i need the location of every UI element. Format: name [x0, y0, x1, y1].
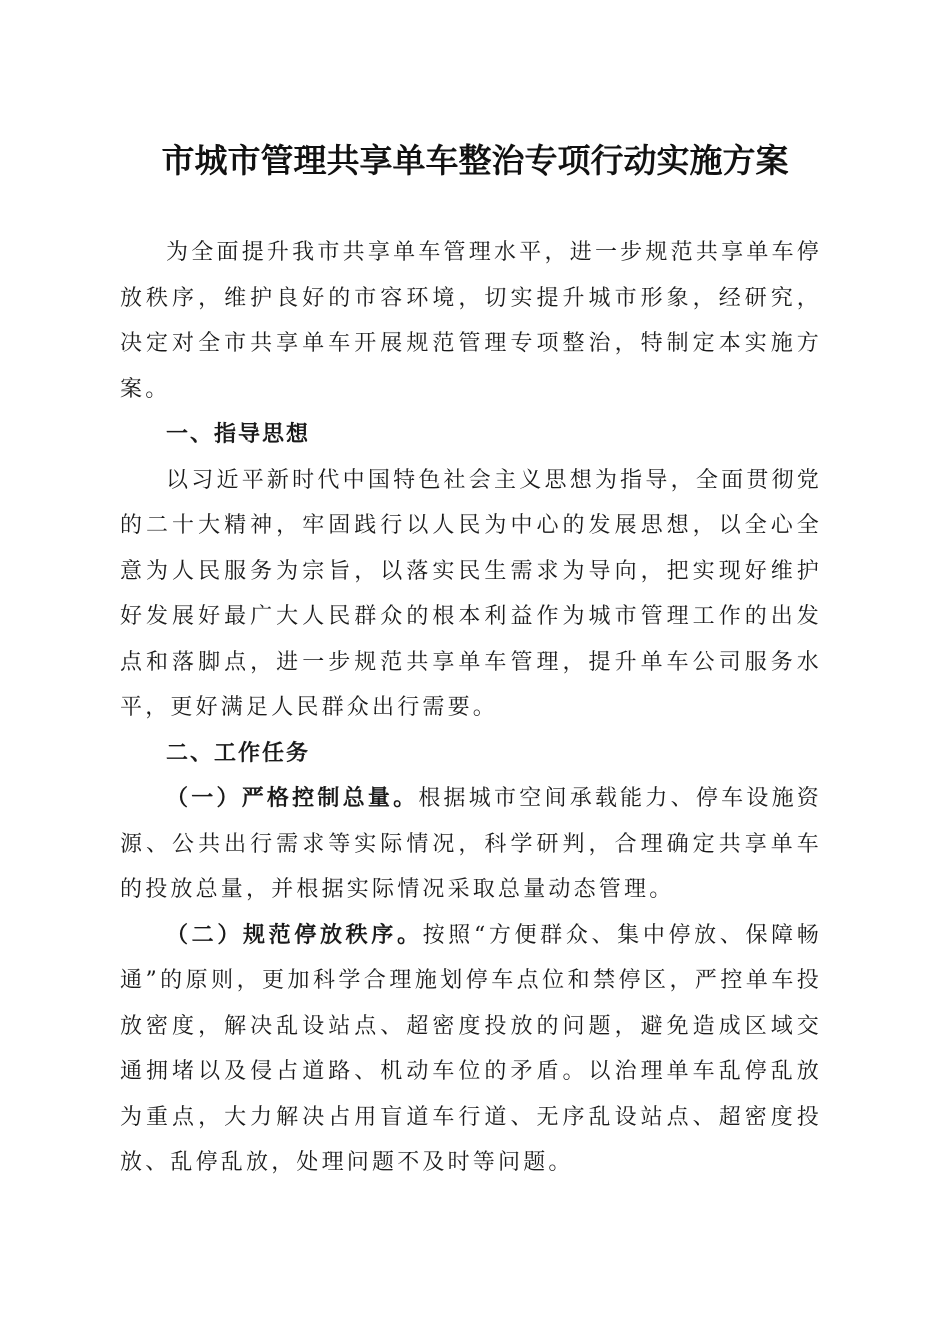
task-item-parking-order — [120, 913, 822, 1186]
task-item-lead: （一）严格控制总量。 — [166, 785, 419, 811]
guiding-ideology-paragraph: 以习近平新时代中国特色社会主义思想为指导，全面贯彻党的二十大精神，牢固践行以人民为中心的发展思想，以全心全意为人民服务为宗旨，以落实民生需求为导向，把实现好维护好发展好最广大人民群众的根本利益作为城市管理工作的出发点和落脚点，进一步规范共享单车管理，提升单车公司服务水平，更好满足人民群众出行需要。 — [120, 467, 822, 720]
task-item-lead: （二）规范停放秩序。 — [166, 921, 423, 948]
section-heading-work-tasks: 二、工作任务 — [166, 740, 311, 766]
task-item-control-total — [120, 776, 822, 913]
document-body — [120, 230, 822, 1186]
intro-paragraph: 为全面提升我市共享单车管理水平，进一步规范共享单车停放秩序，维护良好的市容环境，切实提升城市形象，经研究，决定对全市共享单车开展规范管理专项整治，特制定本实施方案。 — [120, 240, 822, 402]
task-item-text: 按照“方便群众、集中停放、保障畅通”的原则，更加科学合理施划停车点位和禁停区，严控单车投放密度，解决乱设站点、超密度投放的问题，避免造成区域交通拥堵以及侵占道路、机动车位的矛盾。以治理单车乱停乱放为重点，大力解决占用盲道车行道、无序乱设站点、超密度投放、乱停乱放，处理问题不及时等问题。 — [120, 922, 822, 1175]
task-item-text: 根据城市空间承载能力、停车设施资源、公共出行需求等实际情况，科学研判，合理确定共享单车的投放总量，并根据实际情况采取总量动态管理。 — [120, 786, 822, 902]
section-heading-guiding-ideology: 一、指导思想 — [166, 422, 311, 447]
document-title: 市城市管理共享单车整治专项行动实施方案 — [161, 141, 789, 180]
